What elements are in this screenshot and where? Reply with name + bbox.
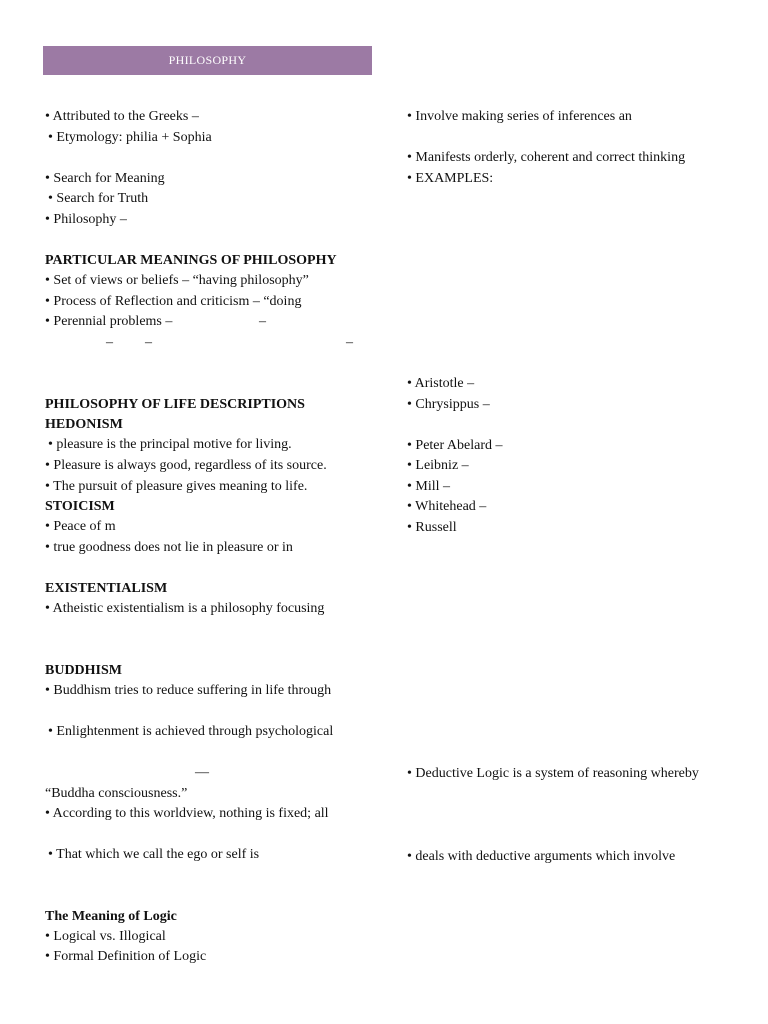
text-line: “Buddha consciousness.” [45, 786, 188, 801]
text-line: • EXAMPLES: [407, 171, 494, 186]
text-line: • According to this worldview, nothing is fixed; all [45, 806, 329, 821]
section-heading: HEDONISM [45, 417, 123, 432]
text-line: • Attributed to the Greeks – [45, 109, 199, 124]
text-line: • Pleasure is always good, regardless of its source. [45, 458, 327, 473]
text-line: • pleasure is the principal motive for living. [48, 437, 292, 452]
text-line: – [259, 314, 266, 329]
text-line: – [106, 335, 113, 350]
text-line: • Peter Abelard – [407, 438, 503, 453]
text-line: • Philosophy – [45, 212, 127, 227]
text-line: • Buddhism tries to reduce suffering in life through [45, 683, 332, 698]
section-banner: PHILOSOPHY [43, 46, 372, 75]
text-line: – [346, 335, 353, 350]
section-heading: PARTICULAR MEANINGS OF PHILOSOPHY [45, 253, 337, 268]
section-heading: STOICISM [45, 499, 115, 514]
text-line: • Logical vs. Illogical [45, 929, 166, 944]
text-line: • Atheistic existentialism is a philosophy focusing [45, 601, 325, 616]
text-line: – [145, 335, 152, 350]
text-line: • Process of Reflection and criticism – “doing [45, 294, 302, 309]
text-line: • That which we call the ego or self is [48, 847, 260, 862]
text-line: • Search for Truth [48, 191, 149, 206]
text-line: • The pursuit of pleasure gives meaning to life. [45, 479, 308, 494]
text-line: • Mill – [407, 479, 451, 494]
text-line: • deals with deductive arguments which involve [407, 849, 676, 864]
text-line: • Peace of m [45, 519, 116, 534]
section-heading: EXISTENTIALISM [45, 581, 168, 596]
text-line: • Whitehead – [407, 499, 487, 514]
text-line: • Manifests orderly, coherent and correct thinking [407, 150, 686, 165]
section-heading: PHILOSOPHY OF LIFE DESCRIPTIONS [45, 397, 305, 412]
text-line: • Formal Definition of Logic [45, 949, 207, 964]
section-heading: BUDDHISM [45, 663, 123, 678]
text-line: • Involve making series of inferences an [407, 109, 632, 124]
text-line: • Russell [407, 520, 457, 535]
section-heading: The Meaning of Logic [45, 909, 177, 924]
text-line: • Etymology: philia + Sophia [48, 130, 212, 145]
text-line: • Search for Meaning [45, 171, 165, 186]
text-line: • Chrysippus – [407, 397, 490, 412]
text-line: • Leibniz – [407, 458, 469, 473]
text-line: • true goodness does not lie in pleasure or in [45, 540, 293, 555]
text-line: • Set of views or beliefs – “having philosophy” [45, 273, 309, 288]
text-line: • Aristotle – [407, 376, 475, 391]
text-line: • Enlightenment is achieved through psychological [48, 724, 334, 739]
text-line: • Deductive Logic is a system of reasoning whereby [407, 766, 699, 781]
text-line: • Perennial problems – [45, 314, 173, 329]
text-line: — [195, 765, 209, 780]
